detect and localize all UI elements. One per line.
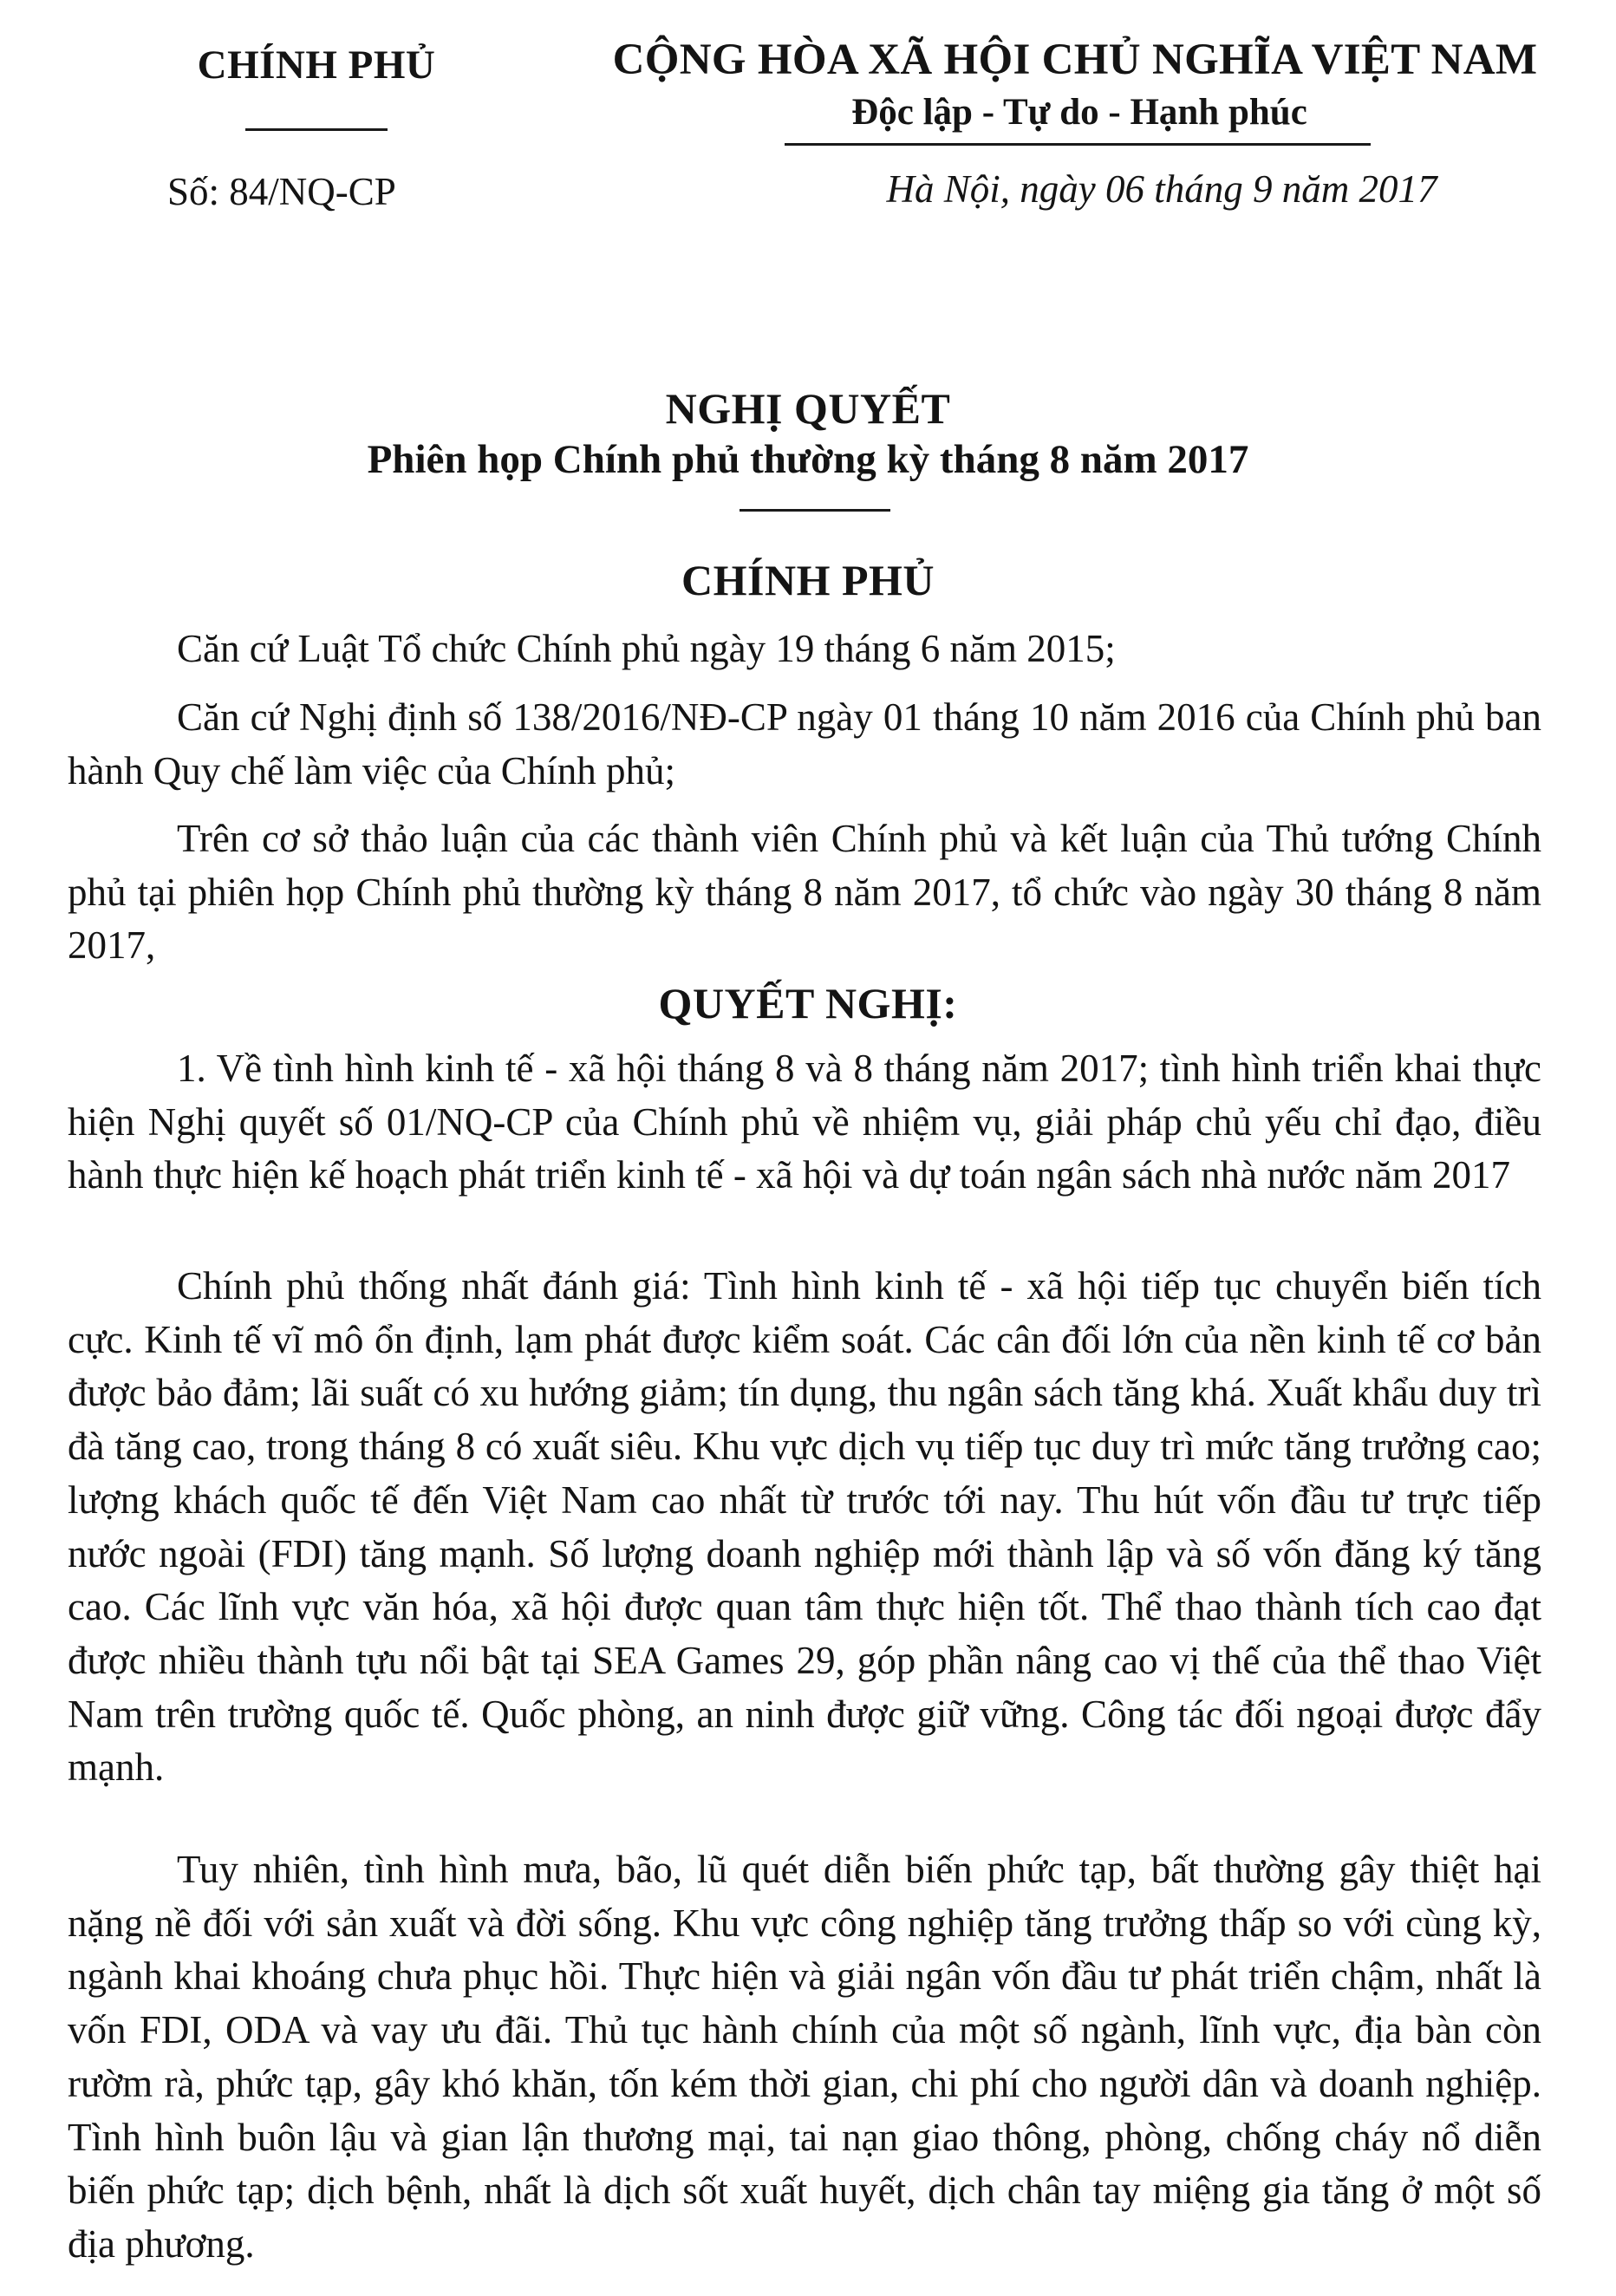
document-subject: Phiên họp Chính phủ thường kỳ tháng 8 năm 2017 [367,437,1249,482]
body-paragraph: Chính phủ thống nhất đánh giá: Tình hình kinh tế - xã hội tiếp tục chuyển biến tích cực. Kinh tế vĩ mô ổn định, lạm phát được kiểm soát. Các cân đối lớn của nền kinh tế cơ bản được bảo đảm; lãi suất có xu hướng giảm; tín dụng, thu ngân sách tăng khá. Xuất khẩu duy trì đà tăng cao, trong tháng 8 có xuất siêu. Khu vực dịch vụ tiếp tục duy trì mức tăng trưởng cao; lượng khách quốc tế đến Việt Nam cao nhất từ trước tới nay. Thu hút vốn đầu tư trực tiếp nước ngoài (FDI) tăng mạnh. Số lượng doanh nghiệp mới thành lập và số vốn đăng ký tăng cao. Các lĩnh vực văn hóa, xã hội được quan tâm thực hiện tốt. Thể thao thành tích cao đạt được nhiều thành tựu nổi bật tại SEA Games 29, góp phần nâng cao vị thế của thể thao Việt Nam trên trường quốc tế. Quốc phòng, an ninh được giữ vững. Công tác đối ngoại được đẩy mạnh. [68,1264,1541,1790]
preamble-paragraph: Căn cứ Luật Tổ chức Chính phủ ngày 19 tháng 6 năm 2015; [177,627,1116,670]
dateline: Hà Nội, ngày 06 tháng 9 năm 2017 [886,167,1437,211]
document-number: Số: 84/NQ-CP [167,170,396,213]
preamble-paragraph: Căn cứ Nghị định số 138/2016/NĐ-CP ngày 01 tháng 10 năm 2016 của Chính phủ ban hành Quy chế làm việc của Chính phủ; [68,695,1541,793]
issuing-agency: CHÍNH PHỦ [197,42,436,88]
body-paragraph: 1. Về tình hình kinh tế - xã hội tháng 8 và 8 tháng năm 2017; tình hình triển khai thực hiện Nghị quyết số 01/NQ-CP của Chính phủ về nhiệm vụ, giải pháp chủ yếu chỉ đạo, điều hành thực hiện kế hoạch phát triển kinh tế - xã hội và dự toán ngân sách nhà nước năm 2017 [68,1047,1541,1197]
preamble-paragraph: Trên cơ sở thảo luận của các thành viên Chính phủ và kết luận của Thủ tướng Chính phủ tại phiên họp Chính phủ thường kỳ tháng 8 năm 2017, tổ chức vào ngày 30 tháng 8 năm 2017, [68,817,1541,968]
motto-underline [785,143,1371,146]
resolution-heading: QUYẾT NGHỊ: [658,979,958,1027]
national-title: CỘNG HÒA XÃ HỘI CHỦ NGHĨA VIỆT NAM [612,36,1538,84]
subject-underline [740,509,890,512]
document-type: NGHỊ QUYẾT [665,384,951,433]
agency-underline [245,128,388,131]
issuer-heading: CHÍNH PHỦ [681,556,935,604]
national-motto: Độc lập - Tự do - Hạnh phúc [851,92,1307,133]
body-paragraph: Tuy nhiên, tình hình mưa, bão, lũ quét diễn biến phức tạp, bất thường gây thiệt hại nặng nề đối với sản xuất và đời sống. Khu vực công nghiệp tăng trưởng thấp so với cùng kỳ, ngành khai khoáng chưa phục hồi. Thực hiện và giải ngân vốn đầu tư phát triển chậm, nhất là vốn FDI, ODA và vay ưu đãi. Thủ tục hành chính của một số ngành, lĩnh vực, địa bàn còn rườm rà, phức tạp, gây khó khăn, tốn kém thời gian, chi phí cho người dân và doanh nghiệp. Tình hình buôn lậu và gian lận thương mại, tai nạn giao thông, phòng, chống cháy nổ diễn biến phức tạp; dịch bệnh, nhất là dịch sốt xuất huyết, dịch chân tay miệng gia tăng ở một số địa phương. [68,1848,1541,2266]
